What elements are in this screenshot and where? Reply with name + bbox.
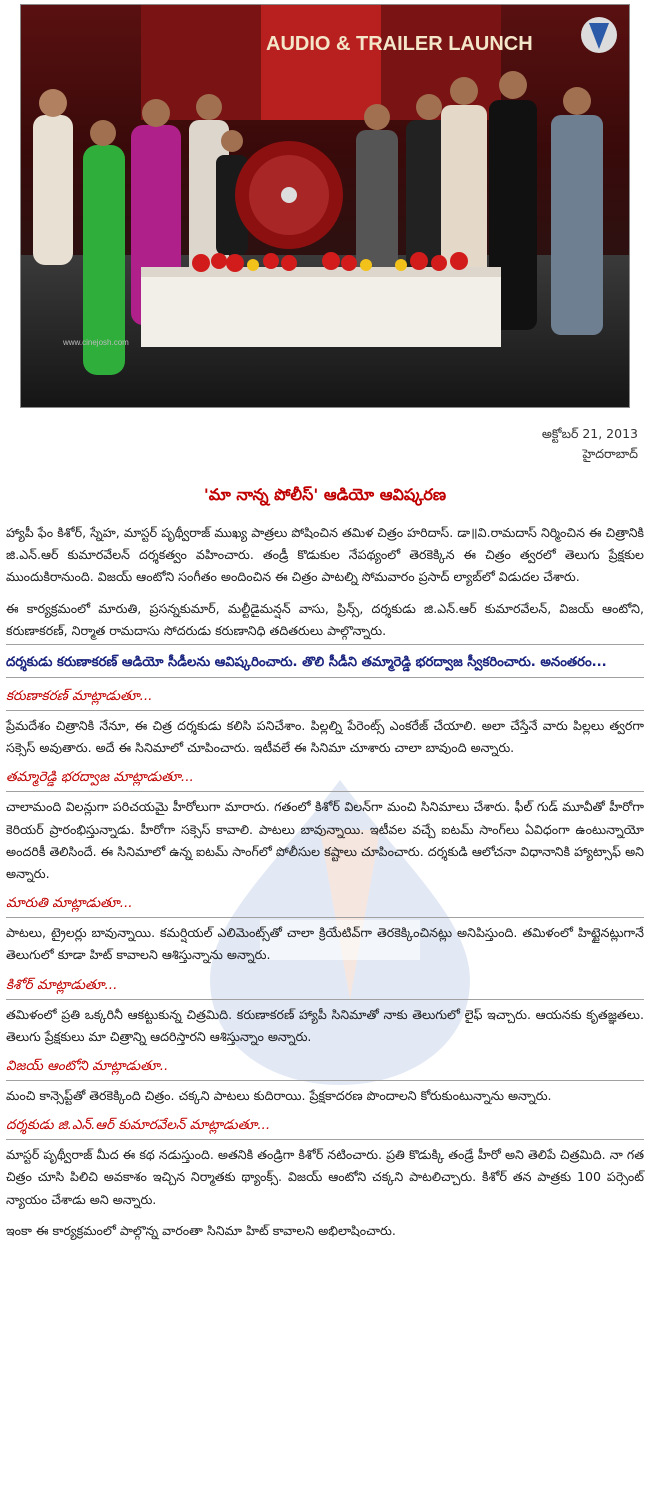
divider <box>6 644 644 645</box>
speaker-heading-director: దర్శకుడు జి.ఎన్.ఆర్ కుమారవేలన్ మాట్లాడుతూ... <box>6 1117 271 1134</box>
divider <box>6 999 644 1000</box>
speaker-heading-maruthi: మారుతి మాట్లాడుతూ... <box>6 895 133 912</box>
speech-karunakaran: ప్రేమదేశం చిత్రానికి నేనూ, ఈ చిత్ర దర్శకుడు కలిసి పనిచేశాం. పిల్లల్ని పేరెంట్స్ ఎంకరేజ్ చేయాలి. అలా చేస్తేనే వారు పిల్లలు త్వరగా సక్సెస్ అవుతారు. అదే ఈ సినిమాలో చూపించారు. ఇటీవలే ఈ సినిమా చూశారు చాలా బావుంది అన్నారు. <box>6 718 644 756</box>
speech-maruthi: పాటలు, ట్రైలర్లు బావున్నాయి. కమర్షియల్ ఎలిమెంట్స్‌తో చాలా క్రియేటివ్‌గా తెరకెక్కించినట్లు అనిపిస్తుంది. తమిళంలో హిట్టైనట్లుగానే తెలుగులో కూడా హిట్ కావాలని ఆశిస్తున్నాను అన్నారు. <box>6 925 644 963</box>
speech-kishore: తమిళంలో ప్రతి ఒక్కరినీ ఆకట్టుకున్న చిత్రమిది. కరుణాకరణ్ హ్యాపీ సినిమాతో నాకు తెలుగులో లైఫ్ ఇచ్చారు. ఆయనకు కృతజ్ఞతలు. తెలుగు ప్రేక్షకులు మా చిత్రాన్ని ఆదరిస్తారని ఆశిస్తున్నాం అన్నారు. <box>6 1006 644 1044</box>
divider <box>6 791 644 792</box>
audio-cd-icon <box>235 141 343 249</box>
speaker-heading-karunakaran: కరుణాకరణ్ మాట్లాడుతూ... <box>6 688 153 705</box>
paragraph-intro: హ్యాపీ ఫేం కిశోర్, స్నేహ, మాస్టర్ పృథ్వీరాజ్ ముఖ్య పాత్రలు పోషించిన తమిళ చిత్రం హరిదాస్. డా॥వి.రామదాస్ నిర్మించిన ఈ చిత్రానికి జి.ఎన్.ఆర్ కుమారవేలన్ దర్శకత్వం వహించారు. తండ్రీ కొడుకుల నేపథ్యంలో తెరకెక్కిన ఈ చిత్రం త్వరలో తెలుగు ప్రేక్షకుల ముందుకిరానుంది. విజయ్ ఆంటోని సంగీతం అందించిన ఈ చిత్రం పాటల్ని సోమవారం ప్రసాద్ ల్యాబ్‌లో విడుదల చేశారు. <box>6 525 644 585</box>
divider <box>6 1139 644 1140</box>
photo-watermark: www.cinejosh.com <box>63 338 129 347</box>
divider <box>6 917 644 918</box>
paragraph-closing: ఇంకా ఈ కార్యక్రమంలో పాల్గొన్న వారంతా సినిమా హిట్ కావాలని అభిలాషించారు. <box>6 1222 396 1238</box>
speaker-heading-kishore: కిశోర్ మాట్లాడుతూ... <box>6 976 118 993</box>
article-body <box>6 522 644 1242</box>
divider <box>6 710 644 711</box>
banner-text: AUDIO & TRAILER LAUNCH <box>266 33 533 55</box>
speech-director: మాస్టర్ పృథ్వీరాజ్ మీద ఈ కథ నడుస్తుంది. అతనికి తండ్రిగా కిశోర్ నటించారు. ప్రతి కొడుక్కి తండ్రే హీరో అని తెలిపే చిత్రమిది. నా గత చిత్రం చూసి పిలిచి అవకాశం ఇచ్చిన నిర్మాతకు థ్యాంక్స్. విజయ్ ఆంటోని చక్కని పాటలిచ్చారు. కిశోర్ తన పాత్రకు 100 పర్సెంట్ న్యాయం చేశాడు అని అన్నారు. <box>6 1147 644 1207</box>
paragraph-cd-launch: దర్శకుడు కరుణాకరణ్ ఆడియో సీడీలను ఆవిష్కరించారు. తొలి సీడీని తమ్మారెడ్డి భరద్వాజ స్వీకరించారు. అనంతరం... <box>6 655 607 671</box>
corner-logo-icon <box>581 17 617 53</box>
speech-tammareddy: చాలామంది విలన్లుగా పరిచయమై హీరోలుగా మారారు. గతంలో కిశోర్ విలన్‌గా మంచి సినిమాలు చేశారు. ఫీల్ గుడ్ మూవీతో హీరోగా కెరియర్ ప్రారంభిస్తున్నాడు. హీరోగా సక్సెస్ కావాలి. పాటలు బావున్నాయి. ఇటీవల వచ్చే ఐటమ్ సాంగ్‌లు ఏవిధంగా ఉంటున్నాయో అందరికీ తెలిసిందే. ఈ సినిమాలో ఉన్న ఐటమ్ సాంగ్‌లో పోలీసుల కష్టాలు చూపించారు. దర్శకుడి ఆలోచనా విధానానికి హ్యాట్సాఫ్ అని అన్నారు. <box>6 799 644 882</box>
speech-vijay-antony: మంచి కాన్సెప్ట్‌తో తెరకెక్కింది చిత్రం. చక్కని పాటలు కుదిరాయి. ప్రేక్షకాదరణ పొందాలని కోరుకుంటున్నాను అన్నారు. <box>6 1088 552 1104</box>
divider <box>6 677 644 678</box>
article-title: 'మా నాన్న పోలీస్' ఆడియో ఆవిష్కరణ <box>203 485 447 504</box>
event-photo <box>20 4 630 408</box>
article-date: అక్టోబర్ 21, 2013 <box>541 426 638 441</box>
divider <box>6 1080 644 1081</box>
article-location: హైదరాబాద్ <box>582 446 638 461</box>
speaker-heading-tammareddy: తమ్మారెడ్డి భరద్వాజ మాట్లాడుతూ... <box>6 769 194 786</box>
speaker-heading-vijay-antony: విజయ్ ఆంటోని మాట్లాడుతూ.. <box>6 1058 169 1075</box>
article-meta <box>542 424 638 464</box>
paragraph-attendees: ఈ కార్యక్రమంలో మారుతి, ప్రసన్నకుమార్, మల్టీడైమన్షన్ వాసు, ప్రిన్స్, దర్శకుడు జి.ఎన్.ఆర్ కుమారవేలన్, విజయ్ ఆంటోని, కరుణాకరణ్, నిర్మాత రామదాసు సోదరుడు కరుణానిధి తదితరులు పాల్గొన్నారు. <box>6 600 644 638</box>
